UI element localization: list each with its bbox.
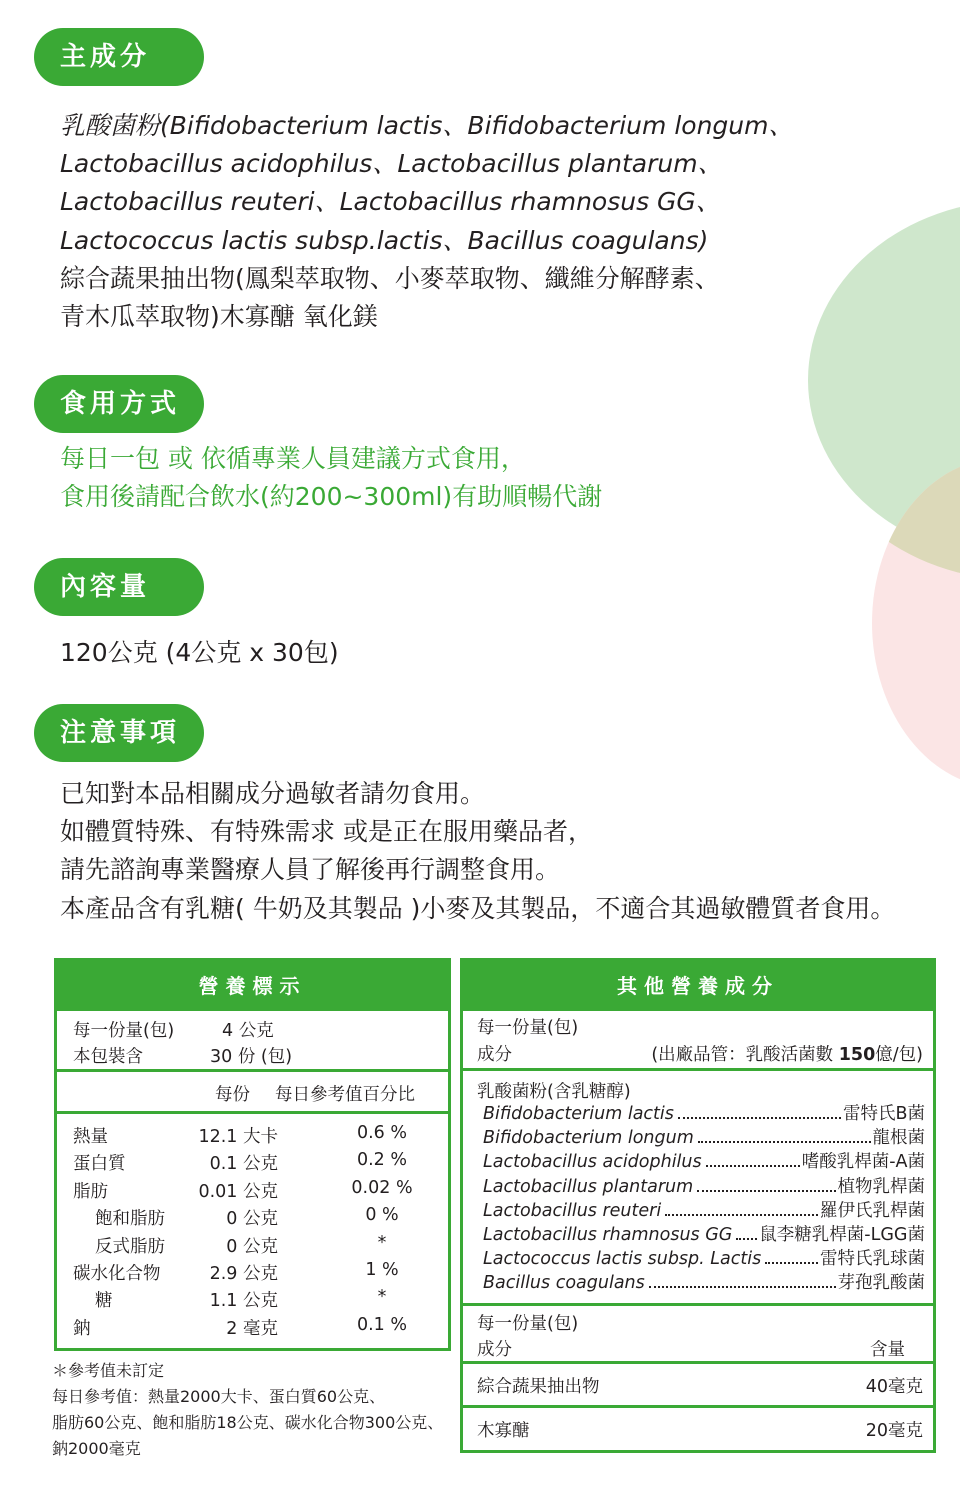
dot-leader (697, 1190, 835, 1192)
nutrient-name: 鈉 (73, 1318, 91, 1339)
col-daily-value: 每日參考值百分比 (275, 1085, 415, 1105)
probiotic-chinese-name: 鼠李糖乳桿菌-LGG菌 (759, 1225, 925, 1245)
probiotic-row (483, 1271, 925, 1295)
notes-line: 如體質特殊、有特殊需求 或是正在服用藥品者， (60, 817, 593, 847)
divider (463, 1361, 933, 1364)
probiotic-row (483, 1126, 925, 1150)
extra-name: 綜合蔬果抽出物 (477, 1377, 600, 1397)
ingredients-line: 乳酸菌粉(Bifidobacterium lactis、Bifidobacterium longum、 (60, 111, 794, 140)
footnote-line: 鈉2000毫克 (52, 1439, 141, 1458)
nutrient-name: 碳水化合物 (73, 1264, 161, 1284)
probiotic-row (483, 1150, 925, 1174)
probiotic-latin-name: Lactobacillus acidophilus (483, 1152, 702, 1173)
probiotic-chinese-name: 龍根菌 (872, 1128, 925, 1149)
nutrition-table (54, 958, 451, 1351)
probiotic-latin-name: Lactobacillus reuteri (483, 1200, 662, 1221)
ingredients-line: Lactococcus lactis subsp.lactis、Bacillus coagulans) (60, 225, 709, 255)
probiotic-chinese-name: 雷特氏B菌 (842, 1104, 925, 1124)
serving-size-label: 每一份量(包) (73, 1021, 175, 1041)
divider (463, 1405, 933, 1408)
factory-qc-count: 150 (838, 1045, 876, 1065)
probiotic-chinese-name: 嗜酸乳桿菌-A菌 (801, 1152, 925, 1173)
dot-leader (678, 1117, 841, 1119)
usage-text (60, 440, 602, 516)
probiotic-row (483, 1199, 925, 1223)
factory-qc-note-a: (出廠品管：乳酸活菌數 (651, 1045, 839, 1065)
nutrient-daily-percent: 0.6 % (356, 1123, 408, 1143)
divider (463, 1068, 933, 1071)
nutrient-name: 脂肪 (73, 1181, 108, 1202)
nutrition-footnote (52, 1358, 443, 1462)
probiotic-chinese-name: 植物乳桿菌 (837, 1176, 925, 1197)
nutrient-daily-percent: * (377, 1287, 387, 1308)
divider (57, 1111, 448, 1114)
probiotic-row (483, 1175, 925, 1199)
nutrient-daily-percent: 0.02 % (351, 1177, 413, 1198)
nutrient-daily-percent: 0 % (365, 1205, 399, 1226)
nutrient-per-serving: 0 公克 (226, 1209, 278, 1230)
probiotic-chinese-name: 雷特氏乳球菌 (820, 1249, 925, 1270)
nutrient-per-serving: 2.9 公克 (209, 1264, 278, 1284)
factory-qc-note-c: 億/包) (875, 1045, 923, 1065)
amount-label: 含量 (870, 1340, 905, 1360)
ingredients-line: Lactobacillus reuteri、Lactobacillus rhamnosus GG、 (60, 187, 721, 217)
other-ingredient-label: 成分 (477, 1045, 512, 1065)
ingredients-text (60, 107, 794, 336)
notes-text (60, 775, 895, 928)
nutrient-per-serving: 0 公克 (226, 1236, 278, 1257)
nutrient-name: 反式脂肪 (95, 1236, 165, 1257)
other-nutrients-table (460, 958, 936, 1453)
probiotic-latin-name: Bacillus coagulans (483, 1273, 645, 1294)
nutrient-per-serving: 1.1 公克 (209, 1291, 278, 1312)
nutrition-table-title: 營養標示 (57, 961, 448, 1011)
probiotic-row (483, 1247, 925, 1271)
nutrient-per-serving: 12.1 大卡 (198, 1127, 278, 1147)
content-heading: 內容量 (34, 558, 204, 616)
notes-line: 請先諮詢專業醫療人員了解後再行調整食用。 (60, 855, 561, 885)
probiotic-latin-name: Bifidobacterium longum (483, 1128, 694, 1149)
divider (57, 1069, 448, 1072)
dot-leader (706, 1165, 800, 1167)
usage-heading: 食用方式 (34, 375, 204, 433)
nutrient-per-serving: 0.01 公克 (198, 1181, 278, 1202)
serving-size-value: 4 公克 (222, 1021, 274, 1041)
dot-leader (665, 1214, 818, 1216)
notes-heading: 注意事項 (34, 704, 204, 762)
other-serving-label: 每一份量(包) (477, 1018, 579, 1038)
divider (463, 1303, 933, 1306)
probiotic-row (483, 1223, 925, 1247)
nutrient-name: 熱量 (73, 1127, 108, 1147)
other-ingredient-label-2: 成分 (477, 1340, 512, 1360)
footnote-line: 每日參考值：熱量2000大卡、蛋白質60公克、 (52, 1387, 386, 1406)
footnote-line: ＊參考值未訂定 (52, 1361, 165, 1380)
probiotic-latin-name: Bifidobacterium lactis (483, 1104, 674, 1124)
probiotic-latin-name: Lactobacillus rhamnosus GG (483, 1225, 733, 1245)
ingredients-line: Lactobacillus acidophilus、Lactobacillus plantarum、 (60, 149, 723, 179)
nutrient-per-serving: 0.1 公克 (209, 1154, 278, 1175)
nutrient-name: 飽和脂肪 (95, 1209, 165, 1230)
ingredients-line: 青木瓜萃取物)木寡醣 氧化鎂 (60, 302, 378, 332)
extra-amount: 20毫克 (865, 1421, 923, 1441)
extra-amount: 40毫克 (865, 1377, 923, 1397)
notes-line: 已知對本品相關成分過敏者請勿食用。 (60, 779, 486, 808)
probiotic-chinese-name: 芽孢乳酸菌 (837, 1273, 925, 1294)
nutrient-name: 糖 (95, 1291, 113, 1312)
servings-per-pack-value: 30 份 (包) (210, 1047, 293, 1067)
nutrient-daily-percent: 1 % (365, 1260, 399, 1280)
factory-qc-note (651, 1041, 923, 1066)
probiotic-powder-header: 乳酸菌粉(含乳糖醇) (477, 1082, 631, 1102)
ingredients-line: 綜合蔬果抽出物(鳳梨萃取物、小麥萃取物、纖維分解酵素、 (60, 263, 720, 293)
dot-leader (765, 1262, 818, 1264)
usage-line: 食用後請配合飲水(約200~300ml)有助順暢代謝 (60, 482, 603, 512)
content-line: 120公克 (4公克 x 30包) (60, 638, 339, 667)
content-text (60, 634, 339, 672)
notes-line: 本產品含有乳糖( 牛奶及其製品 )小麥及其製品，不適合其過敏體質者食用。 (60, 893, 896, 923)
probiotic-latin-name: Lactococcus lactis subsp. Lactis (483, 1249, 762, 1270)
nutrient-daily-percent: 0.1 % (356, 1314, 408, 1335)
nutrient-daily-percent: 0.2 % (356, 1150, 408, 1171)
other-serving-label-2: 每一份量(包) (477, 1314, 579, 1334)
servings-per-pack-label: 本包裝含 (73, 1047, 143, 1067)
probiotic-latin-name: Lactobacillus plantarum (483, 1176, 694, 1197)
dot-leader (698, 1141, 871, 1143)
other-table-title: 其他營養成分 (463, 961, 933, 1011)
col-per-serving: 每份 (215, 1085, 250, 1105)
nutrient-daily-percent: * (377, 1232, 387, 1253)
probiotic-row (483, 1102, 925, 1126)
nutrient-per-serving: 2 毫克 (226, 1318, 278, 1339)
ingredients-heading: 主成分 (34, 28, 204, 86)
footnote-line: 脂肪60公克、飽和脂肪18公克、碳水化合物300公克、 (52, 1413, 444, 1432)
dot-leader (649, 1286, 836, 1288)
nutrient-name: 蛋白質 (73, 1154, 126, 1175)
usage-line: 每日一包 或 依循專業人員建議方式食用， (60, 444, 526, 473)
extra-name: 木寡醣 (477, 1421, 530, 1441)
probiotic-chinese-name: 羅伊氏乳桿菌 (820, 1200, 925, 1221)
dot-leader (736, 1238, 757, 1240)
